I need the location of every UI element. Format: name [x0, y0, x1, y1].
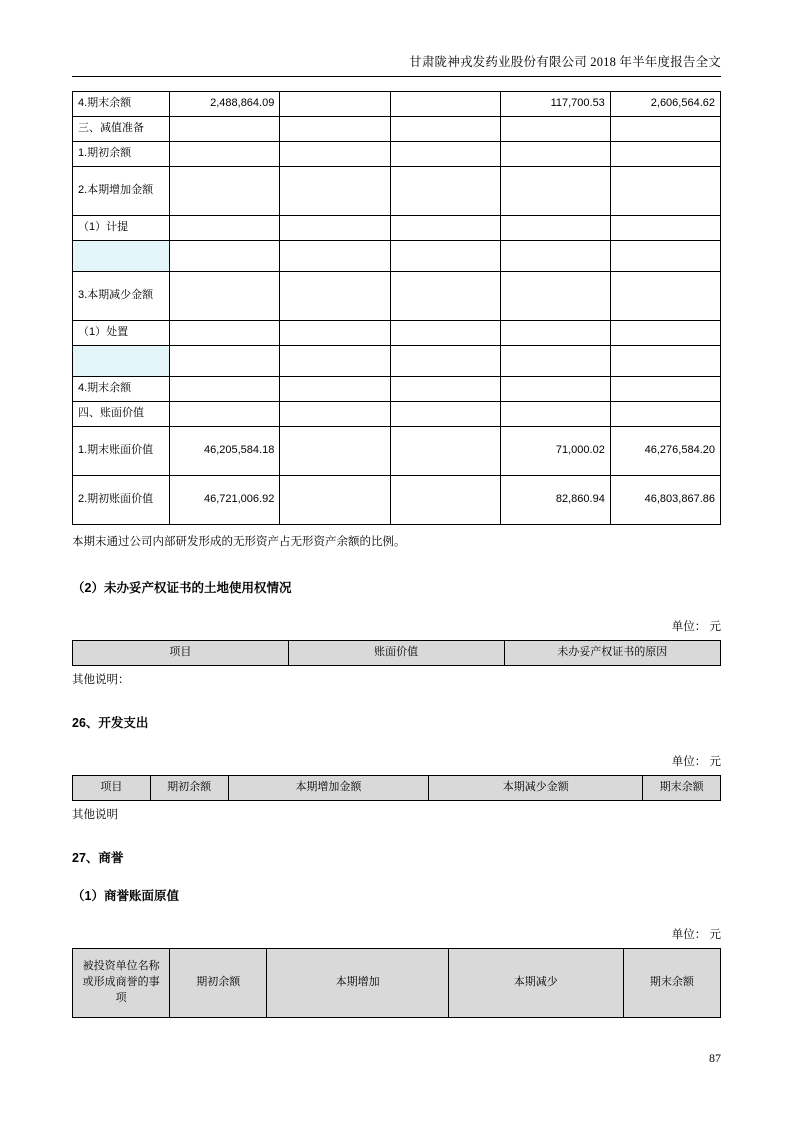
row-label: 2.期初账面价值 — [73, 475, 170, 524]
column-header: 项目 — [73, 776, 151, 801]
row-value: 2,606,564.62 — [610, 92, 720, 117]
row-value — [610, 320, 720, 345]
row-value — [390, 215, 500, 240]
row-value: 2,488,864.09 — [170, 92, 280, 117]
row-label: 1.期末账面价值 — [73, 426, 170, 475]
column-header: 未办妥产权证书的原因 — [504, 641, 720, 666]
row-value — [170, 345, 280, 376]
other-note-land: 其他说明： — [72, 674, 130, 687]
row-value — [610, 166, 720, 215]
row-value — [610, 141, 720, 166]
row-value — [610, 240, 720, 271]
row-value — [390, 166, 500, 215]
row-value — [500, 215, 610, 240]
row-value — [610, 215, 720, 240]
table-row — [73, 116, 721, 141]
column-header: 本期增加金额 — [228, 776, 429, 801]
header-divider — [72, 76, 721, 77]
row-value — [280, 345, 390, 376]
table-row — [73, 166, 721, 215]
table-row — [73, 215, 721, 240]
table-row — [73, 475, 721, 524]
row-value: 82,860.94 — [500, 475, 610, 524]
row-value — [500, 116, 610, 141]
table-header-row — [73, 776, 721, 801]
table-row — [73, 240, 721, 271]
row-value — [390, 475, 500, 524]
column-header: 项目 — [73, 641, 289, 666]
unit-label-goodwill: 单位： 元 — [671, 928, 721, 941]
row-label: 2.本期增加金额 — [73, 166, 170, 215]
row-label: （1）计提 — [73, 215, 170, 240]
development-expenditure-table — [72, 775, 721, 801]
row-label: 4.期末余额 — [73, 92, 170, 117]
row-value — [390, 271, 500, 320]
goodwill-original-value-table — [72, 948, 721, 1018]
section-title-land-use-rights: （2）未办妥产权证书的土地使用权情况 — [72, 581, 292, 596]
row-value — [170, 240, 280, 271]
row-value — [280, 376, 390, 401]
row-value — [500, 240, 610, 271]
table-header-row — [73, 641, 721, 666]
row-value — [170, 166, 280, 215]
subsection-title-goodwill-original-value: （1）商誉账面原值 — [72, 888, 179, 903]
row-value — [280, 426, 390, 475]
row-label: 1.期初余额 — [73, 141, 170, 166]
table-footnote: 本期末通过公司内部研发形成的无形资产占无形资产余额的比例。 — [72, 535, 406, 548]
table-row — [73, 376, 721, 401]
column-header: 本期增加 — [267, 948, 448, 1017]
row-value — [390, 240, 500, 271]
row-value — [610, 376, 720, 401]
row-value — [500, 320, 610, 345]
table-row — [73, 271, 721, 320]
row-label: （1）处置 — [73, 320, 170, 345]
row-value — [500, 166, 610, 215]
row-value — [280, 320, 390, 345]
row-value — [610, 116, 720, 141]
table-row — [73, 92, 721, 117]
section-title-goodwill: 27、商誉 — [72, 850, 124, 865]
column-header: 期初余额 — [170, 948, 267, 1017]
row-value — [170, 116, 280, 141]
row-label: 三、减值准备 — [73, 116, 170, 141]
row-value — [390, 141, 500, 166]
row-label: 4.期末余额 — [73, 376, 170, 401]
row-value: 117,700.53 — [500, 92, 610, 117]
row-value — [500, 345, 610, 376]
row-value: 71,000.02 — [500, 426, 610, 475]
row-value: 46,276,584.20 — [610, 426, 720, 475]
row-value — [500, 141, 610, 166]
row-value — [390, 92, 500, 117]
row-value — [390, 401, 500, 426]
row-value — [280, 215, 390, 240]
row-value — [610, 271, 720, 320]
column-header: 本期减少 — [448, 948, 623, 1017]
row-label: 3.本期减少金额 — [73, 271, 170, 320]
column-header: 本期减少金额 — [429, 776, 643, 801]
row-label — [73, 240, 170, 271]
column-header: 被投资单位名称或形成商誉的事项 — [73, 948, 170, 1017]
row-value — [170, 271, 280, 320]
row-value — [170, 141, 280, 166]
unit-label-land: 单位： 元 — [671, 621, 721, 634]
row-value — [280, 92, 390, 117]
row-value — [500, 401, 610, 426]
row-value — [280, 166, 390, 215]
table-row — [73, 141, 721, 166]
table-row — [73, 345, 721, 376]
row-value: 46,803,867.86 — [610, 475, 720, 524]
row-value — [170, 376, 280, 401]
row-value — [170, 215, 280, 240]
column-header: 账面价值 — [288, 641, 504, 666]
running-header — [72, 0, 721, 70]
row-value — [280, 271, 390, 320]
page-number: 87 — [709, 1051, 721, 1065]
row-value — [500, 376, 610, 401]
row-value — [170, 320, 280, 345]
row-value — [280, 141, 390, 166]
row-label: 四、账面价值 — [73, 401, 170, 426]
row-value — [500, 271, 610, 320]
column-header: 期初余额 — [150, 776, 228, 801]
row-value — [610, 345, 720, 376]
row-value: 46,205,584.18 — [170, 426, 280, 475]
table-header-row — [73, 948, 721, 1017]
table-row — [73, 401, 721, 426]
row-value — [390, 426, 500, 475]
row-value: 46,721,006.92 — [170, 475, 280, 524]
row-value — [280, 401, 390, 426]
row-value — [390, 345, 500, 376]
row-value — [610, 401, 720, 426]
other-note-dev: 其他说明 — [72, 808, 118, 821]
table-row — [73, 426, 721, 475]
row-value — [280, 240, 390, 271]
row-value — [280, 475, 390, 524]
row-value — [390, 376, 500, 401]
row-label — [73, 345, 170, 376]
unit-label-dev: 单位： 元 — [671, 756, 721, 769]
row-value — [390, 116, 500, 141]
row-value — [280, 116, 390, 141]
row-value — [390, 320, 500, 345]
table-row — [73, 320, 721, 345]
column-header: 期末余额 — [643, 776, 721, 801]
row-value — [170, 401, 280, 426]
column-header: 期末余额 — [623, 948, 720, 1017]
running-header-text: 甘肃陇神戎发药业股份有限公司 2018 年半年度报告全文 — [409, 55, 721, 69]
land-use-rights-table — [72, 640, 721, 666]
intangible-assets-table — [72, 91, 721, 525]
section-title-development-expenditure: 26、开发支出 — [72, 716, 149, 731]
